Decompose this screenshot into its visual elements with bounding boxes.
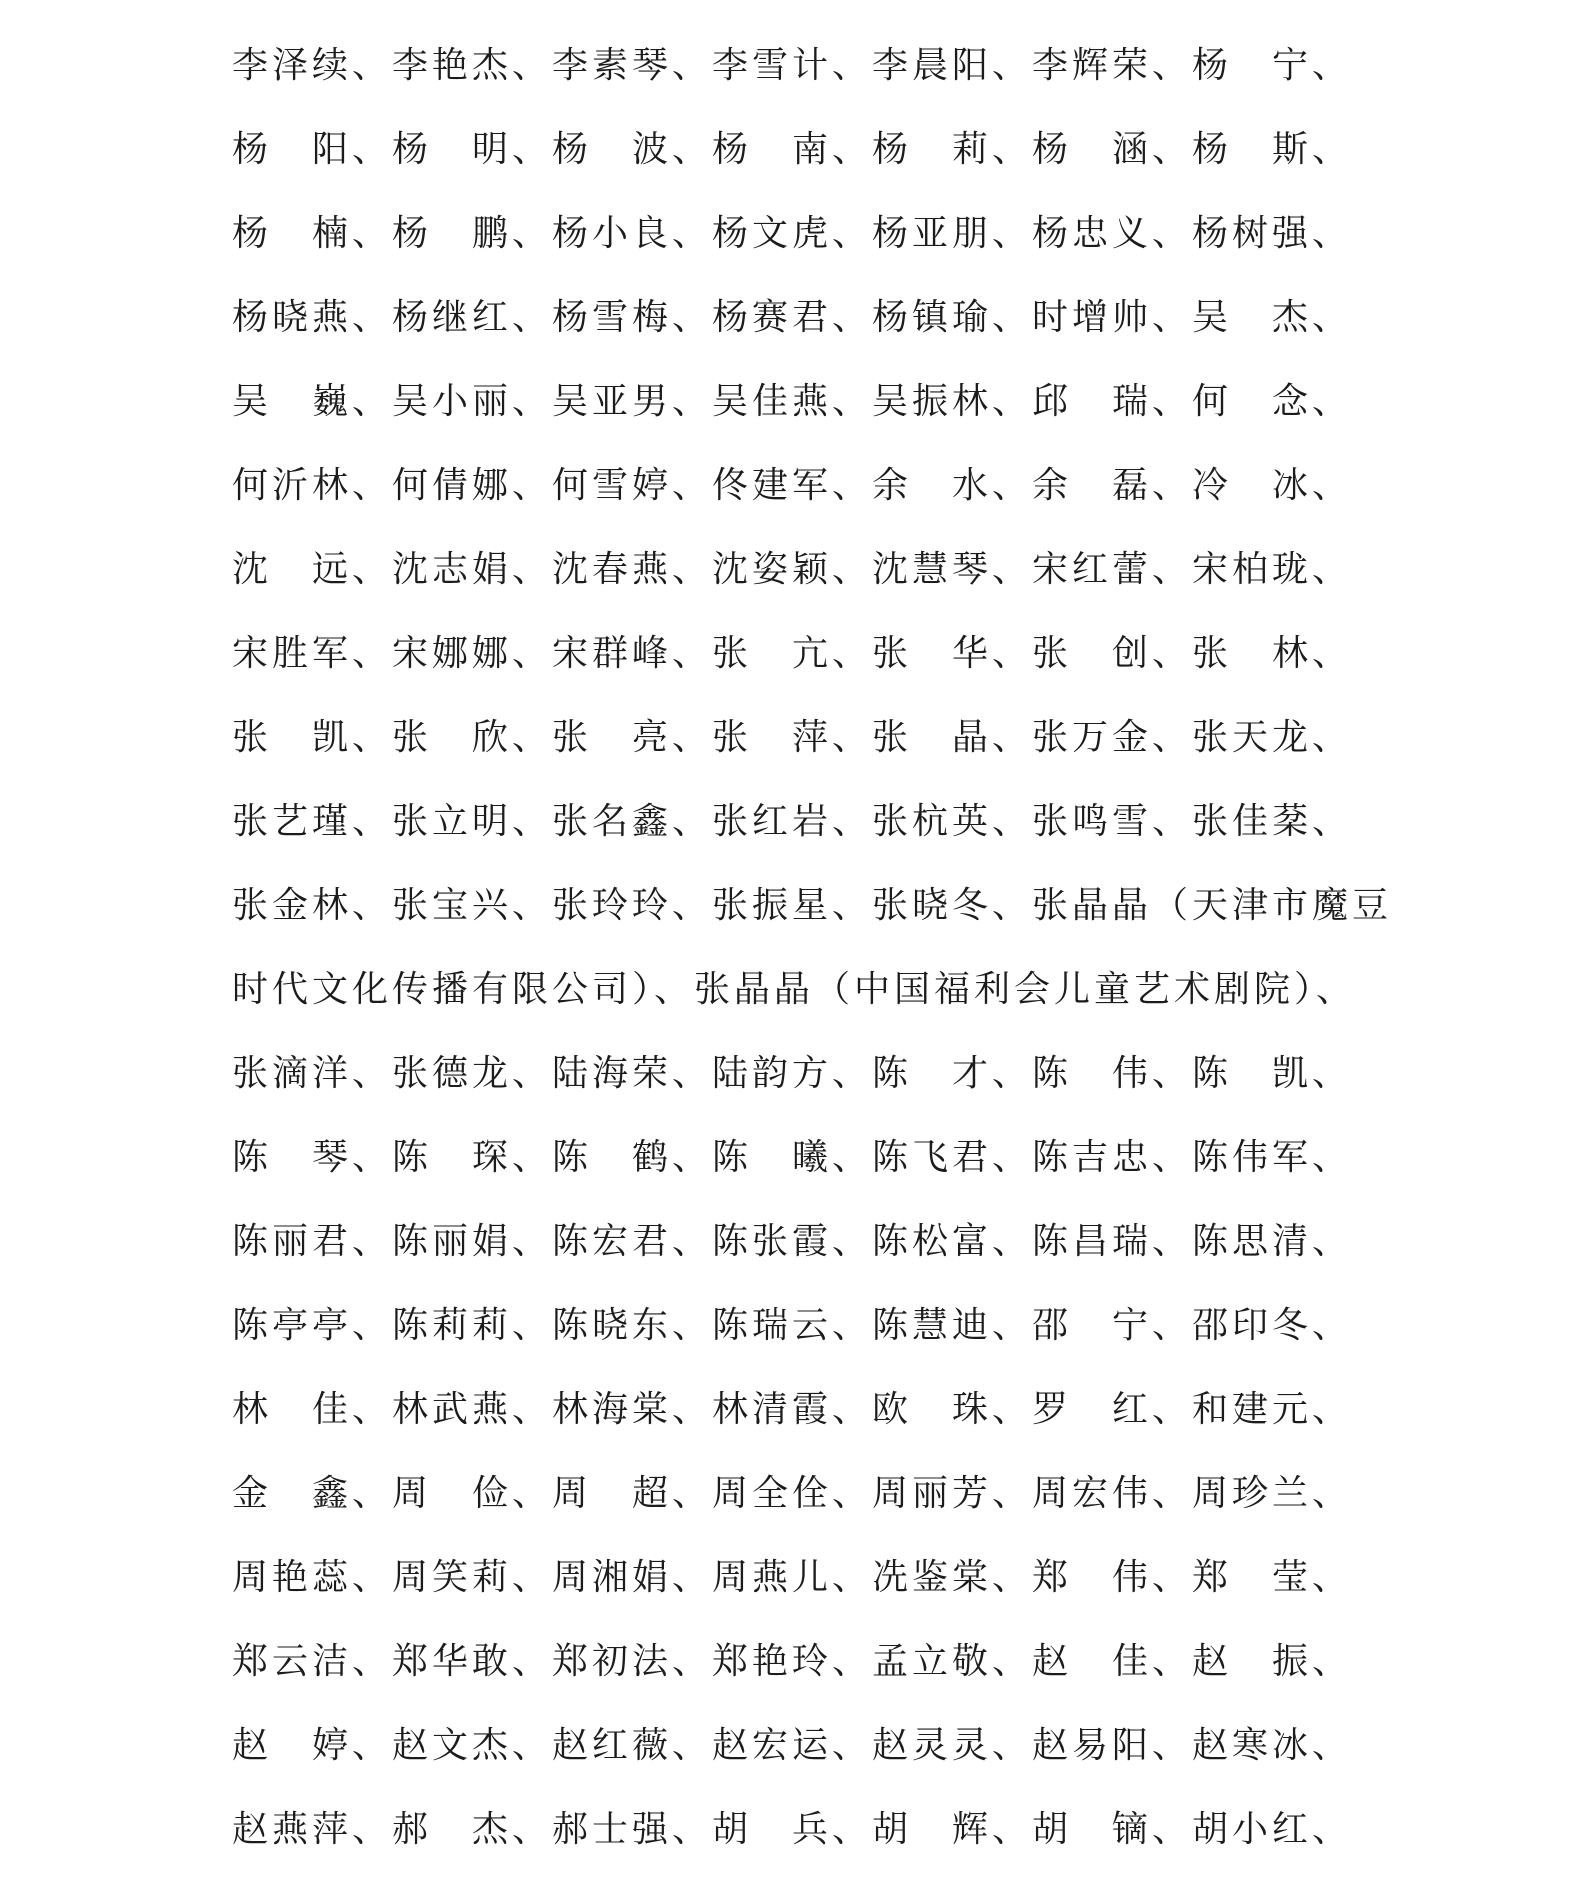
- text-line: 宋胜军、宋娜娜、宋群峰、张 亢、张 华、张 创、张 林、: [232, 633, 1353, 674]
- text-line: 张金林、张宝兴、张玲玲、张振星、张晓冬、张晶晶（天津市魔豆: [232, 885, 1393, 926]
- text-line: 沈 远、沈志娟、沈春燕、沈姿颖、沈慧琴、宋红蕾、宋柏珑、: [232, 549, 1353, 590]
- text-line: 金 鑫、周 俭、周 超、周全佺、周丽芳、周宏伟、周珍兰、: [232, 1473, 1353, 1514]
- text-line: 杨 楠、杨 鹏、杨小良、杨文虎、杨亚朋、杨忠义、杨树强、: [232, 213, 1353, 254]
- text-line: 陈丽君、陈丽娟、陈宏君、陈张霞、陈松富、陈昌瑞、陈思清、: [232, 1221, 1353, 1262]
- text-line: 陈 琴、陈 琛、陈 鹤、陈 曦、陈飞君、陈吉忠、陈伟军、: [232, 1137, 1353, 1178]
- text-line: 张滴洋、张德龙、陆海荣、陆韵方、陈 才、陈 伟、陈 凯、: [232, 1053, 1353, 1094]
- text-line: 吴 巍、吴小丽、吴亚男、吴佳燕、吴振林、邱 瑞、何 念、: [232, 381, 1353, 422]
- text-line: 林 佳、林武燕、林海棠、林清霞、欧 珠、罗 红、和建元、: [232, 1389, 1353, 1430]
- text-line: 张艺瑾、张立明、张名鑫、张红岩、张杭英、张鸣雪、张佳棻、: [232, 801, 1353, 842]
- text-line: 何沂林、何倩娜、何雪婷、佟建军、余 水、余 磊、冷 冰、: [232, 465, 1353, 506]
- text-line: 杨 阳、杨 明、杨 波、杨 南、杨 莉、杨 涵、杨 斯、: [232, 129, 1353, 170]
- text-line: 杨晓燕、杨继红、杨雪梅、杨赛君、杨镇瑜、时增帅、吴 杰、: [232, 297, 1353, 338]
- text-line: 李泽续、李艳杰、李素琴、李雪计、李晨阳、李辉荣、杨 宁、: [232, 45, 1353, 86]
- text-line: 郑云洁、郑华敢、郑初法、郑艳玲、孟立敬、赵 佳、赵 振、: [232, 1641, 1353, 1682]
- text-line: 张 凯、张 欣、张 亮、张 萍、张 晶、张万金、张天龙、: [232, 717, 1353, 758]
- text-line: 陈亭亭、陈莉莉、陈晓东、陈瑞云、陈慧迪、邵 宁、邵印冬、: [232, 1305, 1353, 1346]
- text-line: 时代文化传播有限公司）、张晶晶（中国福利会儿童艺术剧院）、: [232, 969, 1357, 1010]
- text-line: 周艳蕊、周笑莉、周湘娟、周燕儿、冼鉴棠、郑 伟、郑 莹、: [232, 1557, 1353, 1598]
- text-line: 赵 婷、赵文杰、赵红薇、赵宏运、赵灵灵、赵易阳、赵寒冰、: [232, 1725, 1353, 1766]
- name-list: [232, 24, 1393, 1872]
- text-line: 赵燕萍、郝 杰、郝士强、胡 兵、胡 辉、胡 镝、胡小红、: [232, 1809, 1353, 1850]
